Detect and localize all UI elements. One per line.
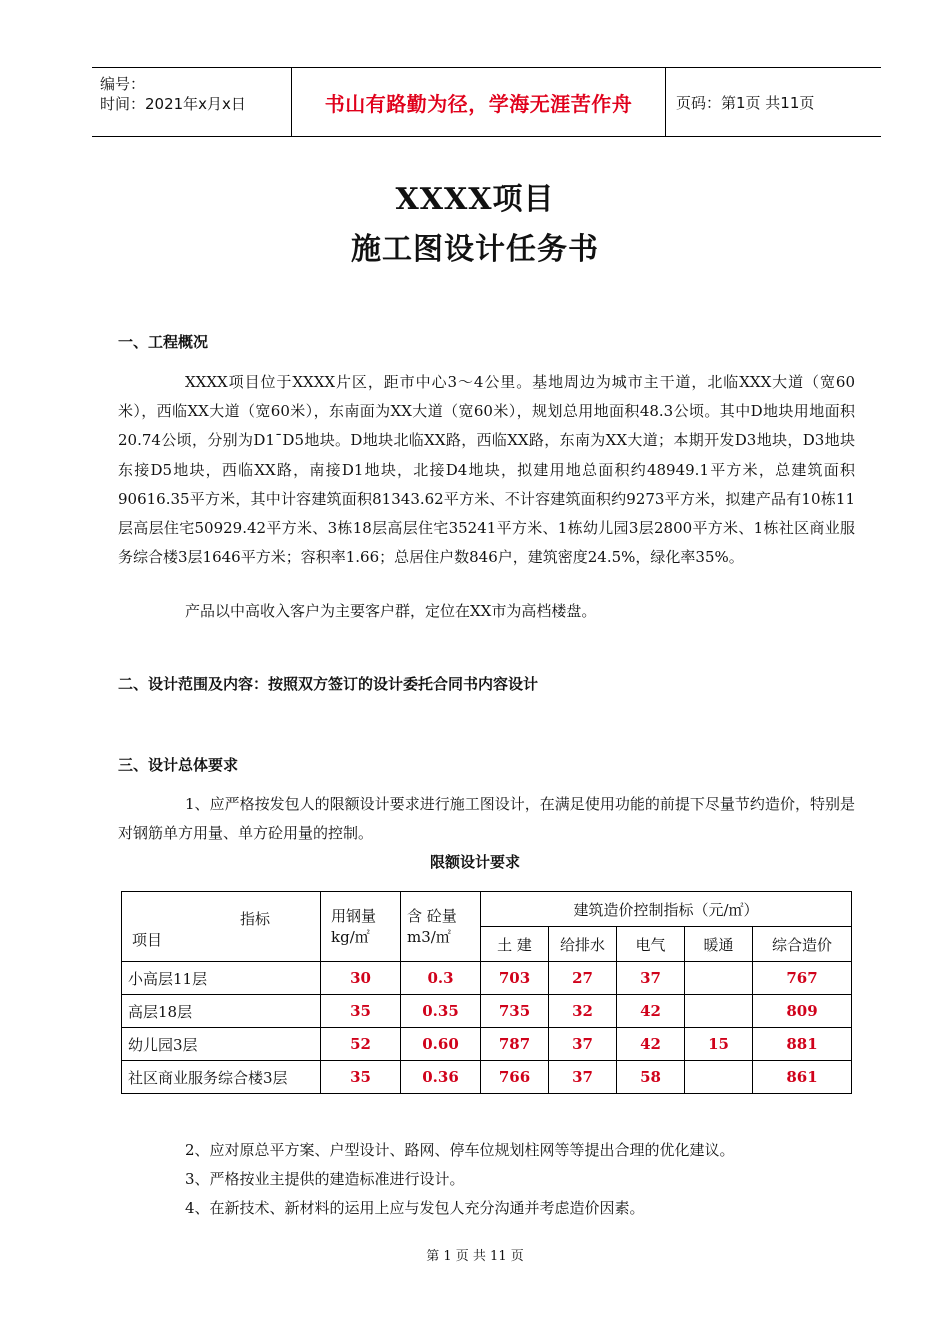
total-value: 881 (753, 1028, 852, 1061)
civil-value: 787 (481, 1028, 549, 1061)
total-value: 809 (753, 995, 852, 1028)
electric-value: 42 (617, 1028, 685, 1061)
header-page-label: 页码：第1页 共11页 (676, 93, 815, 112)
serial-label: 编号： (100, 75, 146, 93)
hvac-value (685, 1061, 753, 1094)
steel-value: 52 (321, 1028, 401, 1061)
table-corner-cell (122, 892, 321, 962)
section-2-heading: 二、设计范围及内容：按照双方签订的设计委托合同书内容设计 (118, 675, 539, 693)
table-row (122, 1028, 852, 1061)
electric-value: 37 (617, 962, 685, 995)
table-row (122, 1061, 852, 1094)
total-value: 767 (753, 962, 852, 995)
steel-value: 35 (321, 995, 401, 1028)
section-1-heading: 一、工程概况 (118, 333, 209, 351)
title-document: 施工图设计任务书 (351, 232, 599, 267)
concrete-header: 含 砼量m3/㎡ (401, 892, 481, 962)
row-name: 幼儿园3层 (122, 1028, 321, 1061)
corner-top-label: 指标 (240, 910, 271, 928)
concrete-value: 0.60 (401, 1028, 481, 1061)
section-1-paragraph-1-text: XXXX项目位于XXXX片区，距市中心3～4公里。基地周边为城市主干道，北临XXX大道（宽60米），西临XX大道（宽60米），东南面为XX大道（宽60米），规划总用地面积48.3公顷。其中D地块用地面积20.74公顷，分别为D1¯D5地块。D地块北临XX路，西临XX路，东南为XX大道；本期开发D3地块，D3地块东接D5地块，西临XX路，南接D1地块，北接D4地块，拟建用地总面积约48949.1平方米，总建筑面积90616.35平方米，其中计容建筑面积81343.62平方米、不计容建筑面积约9273平方米，拟建产品有10栋11层高层住宅50929.42平方米、3栋18层高层住宅35241平方米、1栋幼儿园3层2800平方米、1栋社区商业服务综合楼3层1646平方米；容积率1.66；总居住户数846户，建筑密度24.5%，绿化率35%。 (118, 373, 855, 567)
electric-value: 42 (617, 995, 685, 1028)
table-row (122, 962, 852, 995)
header-motto: 书山有路勤为径，学海无涯苦作舟 (292, 68, 666, 136)
concrete-value: 0.3 (401, 962, 481, 995)
electric-value: 58 (617, 1061, 685, 1094)
water-value: 27 (549, 962, 617, 995)
water-value: 37 (549, 1061, 617, 1094)
section-3-item-3: 3、严格按业主提供的建造标准进行设计。 (185, 1170, 465, 1188)
steel-value: 35 (321, 1061, 401, 1094)
limit-design-table (121, 891, 852, 1094)
row-name: 社区商业服务综合楼3层 (122, 1061, 321, 1094)
steel-value: 30 (321, 962, 401, 995)
cost-column-header: 给排水 (549, 927, 617, 962)
steel-header: 用钢量kg/㎡ (321, 892, 401, 962)
total-value: 861 (753, 1061, 852, 1094)
civil-value: 766 (481, 1061, 549, 1094)
concrete-value: 0.36 (401, 1061, 481, 1094)
concrete-value: 0.35 (401, 995, 481, 1028)
corner-bottom-label: 项目 (132, 931, 163, 949)
section-3-item-1-text: 1、应严格按发包人的限额设计要求进行施工图设计，在满足使用功能的前提下尽量节约造价，特别是对钢筋单方用量、单方砼用量的控制。 (118, 795, 855, 843)
section-3-item-2: 2、应对原总平方案、户型设计、路网、停车位规划柱网等等提出合理的优化建议。 (185, 1141, 735, 1159)
time-label: 时间：2021年x月x日 (100, 95, 246, 113)
row-name: 高层18层 (122, 995, 321, 1028)
document-header (92, 67, 881, 137)
table-row (122, 995, 852, 1028)
hvac-value (685, 962, 753, 995)
hvac-value (685, 995, 753, 1028)
water-value: 37 (549, 1028, 617, 1061)
cost-column-header: 暖通 (685, 927, 753, 962)
section-1-paragraph-1 (118, 368, 855, 572)
hvac-value: 15 (685, 1028, 753, 1061)
cost-column-header: 综合造价 (753, 927, 852, 962)
table-caption: 限额设计要求 (429, 853, 520, 871)
section-3-heading: 三、设计总体要求 (118, 756, 239, 774)
civil-value: 703 (481, 962, 549, 995)
cost-group-header: 建筑造价控制指标（元/㎡） (481, 892, 852, 927)
page-footer: 第 1 页 共 11 页 (426, 1249, 524, 1264)
header-meta (92, 68, 292, 136)
row-name: 小高层11层 (122, 962, 321, 995)
water-value: 32 (549, 995, 617, 1028)
civil-value: 735 (481, 995, 549, 1028)
section-1-paragraph-2: 产品以中高收入客户为主要客户群，定位在XX市为高档楼盘。 (185, 602, 597, 620)
section-3-item-4: 4、在新技术、新材料的运用上应与发包人充分沟通并考虑造价因素。 (185, 1199, 645, 1217)
title-project: XXXX项目 (395, 182, 555, 217)
section-3-item-1 (118, 790, 855, 848)
cost-column-header: 土 建 (481, 927, 549, 962)
cost-column-header: 电气 (617, 927, 685, 962)
